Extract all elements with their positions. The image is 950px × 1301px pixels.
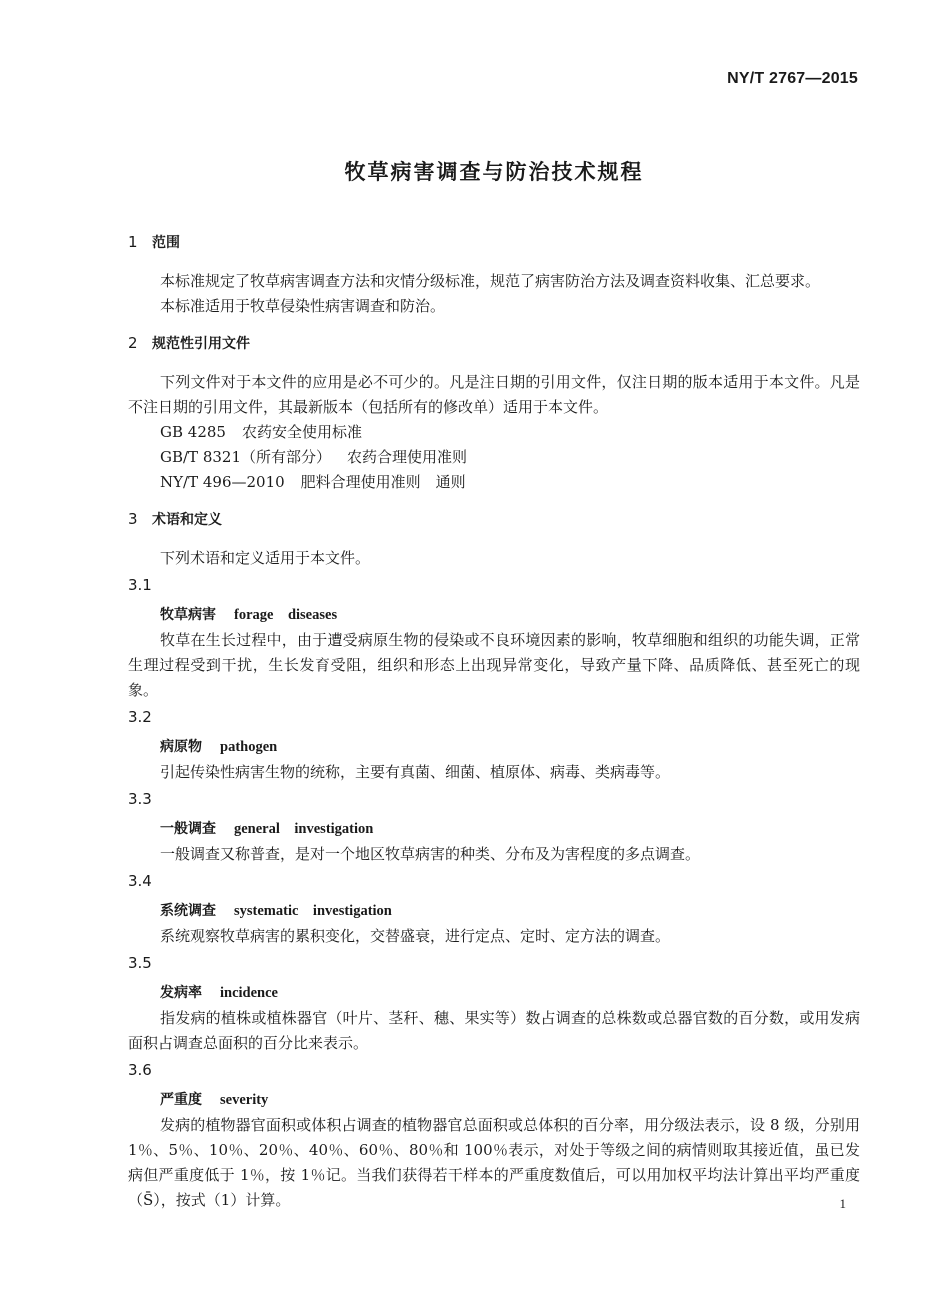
term-english: general investigation bbox=[234, 821, 374, 837]
section-number: 1 bbox=[128, 233, 138, 251]
term-english: forage diseases bbox=[234, 607, 338, 623]
term-number: 3.5 bbox=[128, 954, 152, 972]
page-number: 1 bbox=[839, 1196, 846, 1211]
reference-code: GB 4285 bbox=[160, 423, 226, 441]
section-number: 2 bbox=[128, 334, 138, 352]
term-number: 3.3 bbox=[128, 790, 152, 808]
term-chinese: 病原物 bbox=[160, 739, 202, 755]
reference-title: 肥料合理使用准则 通则 bbox=[300, 473, 466, 491]
section-1-heading bbox=[128, 230, 860, 255]
term-english: severity bbox=[220, 1092, 269, 1108]
term-heading bbox=[128, 1086, 860, 1113]
section-3-intro: 下列术语和定义适用于本文件。 bbox=[160, 549, 371, 567]
term-definition: 发病的植物器官面积或体积占调查的植物器官总面积或总体积的百分率，用分级法表示，设 8 级，分别用 1％、5％、10％、20％、40％、60％、80％和 100％表示，对处于等级之间的病情则取其接近值，虽已发病但严重度低于 1％，按 1％记。当我们获得若干样本的严重度数值后，可以用加权平均法计算出平均严重度（S̄），按式（1）计算。 bbox=[128, 1116, 860, 1209]
term-definition: 一般调查又称普查，是对一个地区牧草病害的种类、分布及为害程度的多点调查。 bbox=[160, 845, 701, 863]
reference-code: GB/T 8321（所有部分） bbox=[160, 448, 332, 466]
term-heading bbox=[128, 815, 860, 842]
term-chinese: 严重度 bbox=[160, 1092, 202, 1108]
reference-title: 农药安全使用标准 bbox=[241, 423, 362, 441]
term-chinese: 系统调查 bbox=[160, 903, 216, 919]
section-2-paragraph: 下列文件对于本文件的应用是必不可少的。凡是注日期的引用文件，仅注日期的版本适用于本文件。凡是不注日期的引用文件，其最新版本（包括所有的修改单）适用于本文件。 bbox=[128, 373, 860, 416]
term-chinese: 发病率 bbox=[160, 985, 202, 1001]
term-definition: 指发病的植株或植株器官（叶片、茎秆、穗、果实等）数占调查的总株数或总器官数的百分数，或用发病面积占调查总面积的百分比来表示。 bbox=[128, 1009, 860, 1052]
reference-title: 农药合理使用准则 bbox=[347, 448, 468, 466]
term-heading bbox=[128, 979, 860, 1006]
standard-code: NY/T 2767—2015 bbox=[727, 70, 858, 87]
section-title: 规范性引用文件 bbox=[152, 336, 250, 352]
reference-item bbox=[128, 470, 860, 495]
section-1-paragraph-2: 本标准适用于牧草侵染性病害调查和防治。 bbox=[160, 297, 446, 315]
term-english: systematic investigation bbox=[234, 903, 392, 919]
term-heading bbox=[128, 601, 860, 628]
section-1-paragraph-1: 本标准规定了牧草病害调查方法和灾情分级标准，规范了病害防治方法及调查资料收集、汇总要求。 bbox=[160, 272, 821, 290]
term-number: 3.2 bbox=[128, 708, 152, 726]
term-english: incidence bbox=[220, 985, 278, 1001]
section-number: 3 bbox=[128, 510, 138, 528]
term-number: 3.1 bbox=[128, 576, 152, 594]
term-definition: 牧草在生长过程中，由于遭受病原生物的侵染或不良环境因素的影响，牧草细胞和组织的功能失调，正常生理过程受到干扰，生长发育受阻，组织和形态上出现异常变化，导致产量下降、品质降低、甚至死亡的现象。 bbox=[128, 631, 860, 699]
section-title: 范围 bbox=[152, 235, 180, 251]
term-heading bbox=[128, 733, 860, 760]
section-title: 术语和定义 bbox=[152, 512, 222, 528]
term-chinese: 一般调查 bbox=[160, 821, 216, 837]
document-title: 牧草病害调查与防治技术规程 bbox=[344, 160, 644, 184]
section-2-heading bbox=[128, 331, 860, 356]
section-3-heading bbox=[128, 507, 860, 532]
document-body bbox=[128, 230, 860, 1215]
term-heading bbox=[128, 897, 860, 924]
reference-code: NY/T 496—2010 bbox=[160, 473, 285, 491]
term-definition: 引起传染性病害生物的统称，主要有真菌、细菌、植原体、病毒、类病毒等。 bbox=[160, 763, 671, 781]
term-definition: 系统观察牧草病害的累积变化，交替盛衰，进行定点、定时、定方法的调查。 bbox=[160, 927, 671, 945]
reference-item bbox=[128, 420, 860, 445]
term-english: pathogen bbox=[220, 739, 278, 755]
term-number: 3.4 bbox=[128, 872, 152, 890]
term-number: 3.6 bbox=[128, 1061, 152, 1079]
term-chinese: 牧草病害 bbox=[160, 607, 216, 623]
reference-item bbox=[128, 445, 860, 470]
reference-list bbox=[128, 420, 860, 495]
